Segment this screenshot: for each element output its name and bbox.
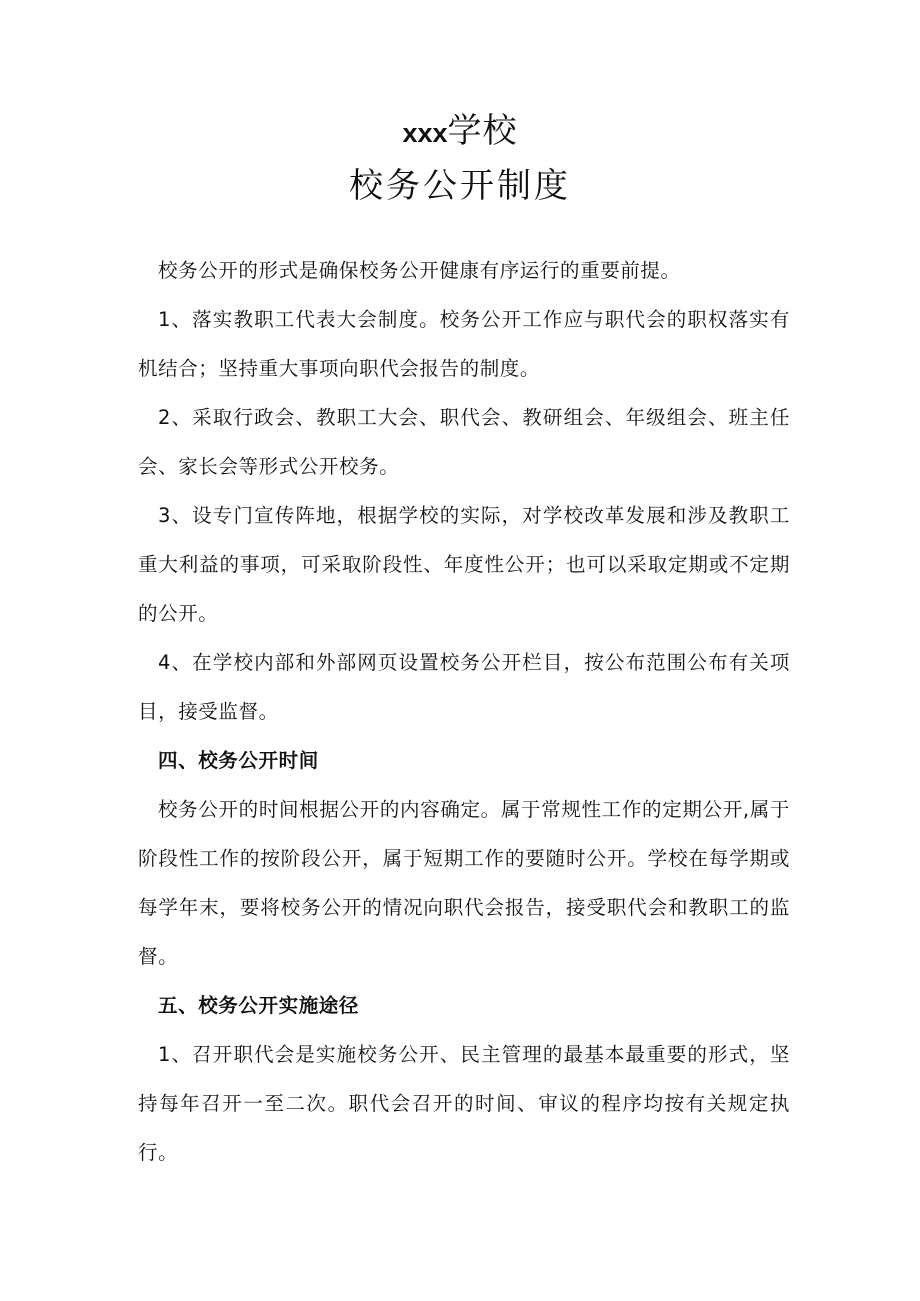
school-name-suffix: 学校 [447,111,518,151]
section-5-heading: 五、校务公开实施途径 [158,994,360,1017]
item-2-paragraph: 2、采取行政会、教职工大会、职代会、教研组会、年级组会、班主任会、家长会等形式公开校务。 [138,406,790,478]
school-name [0,108,920,156]
section-4-heading: 四、校务公开时间 [158,749,319,772]
item-3-paragraph: 3、设专门宣传阵地，根据学校的实际，对学校改革发展和涉及教职工重大利益的事项，可采取阶段性、年度性公开；也可以采取定期或不定期的公开。 [138,504,790,625]
section-4-paragraph: 校务公开的时间根据公开的内容确定。属于常规性工作的定期公开,属于阶段性工作的按阶段公开，属于短期工作的要随时公开。学校在每学期或每学年末，要将校务公开的情况向职代会报告，接受职代会和教职工的监督。 [138,798,790,968]
section-5-paragraph: 1、召开职代会是实施校务公开、民主管理的最基本最重要的形式，坚持每年召开一至二次。职代会召开的时间、审议的程序均按有关规定执行。 [138,1043,790,1164]
item-4-paragraph: 4、在学校内部和外部网页设置校务公开栏目，按公布范围公布有关项目，接受监督。 [138,651,790,723]
document-body [138,246,790,1177]
item-1-paragraph: 1、落实教职工代表大会制度。校务公开工作应与职代会的职权落实有机结合；坚持重大事项向职代会报告的制度。 [138,308,790,380]
school-name-prefix: xxx [402,118,448,148]
intro-paragraph: 校务公开的形式是确保校务公开健康有序运行的重要前提。 [158,259,681,282]
document-title: 校务公开制度 [349,166,571,206]
title-block [0,108,920,210]
